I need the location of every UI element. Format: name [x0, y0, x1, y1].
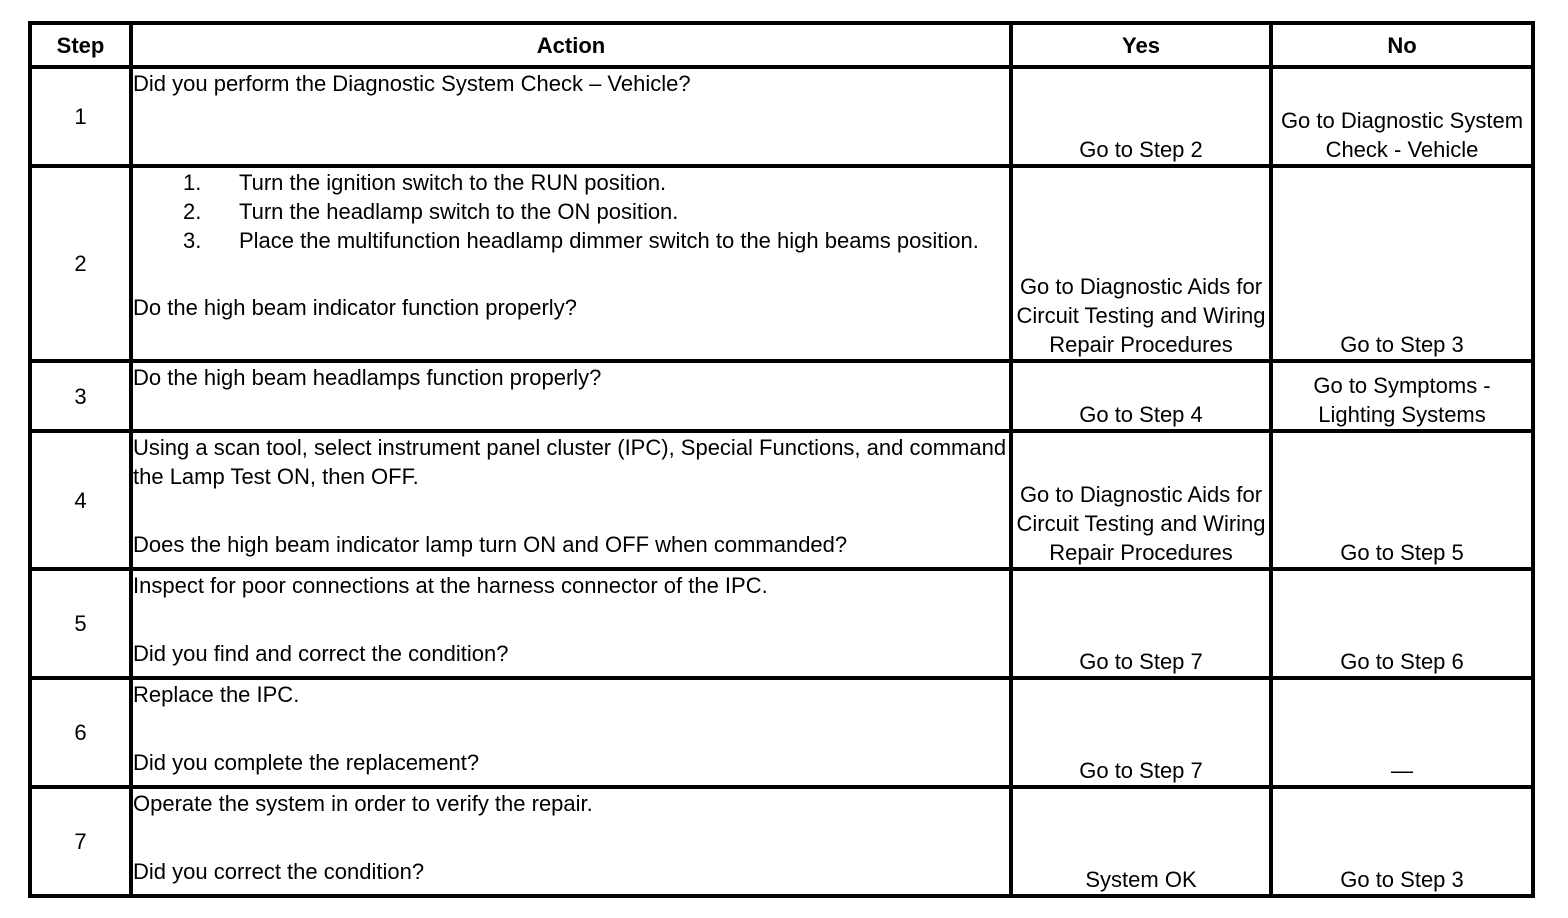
- table-row: [30, 787, 1533, 896]
- action-cell: [131, 361, 1011, 431]
- action-question: Did you find and correct the condition?: [133, 641, 509, 666]
- header-row: [30, 23, 1533, 67]
- step-number: 6: [30, 678, 131, 787]
- action-cell: [131, 431, 1011, 569]
- no-result: Go to Diagnostic System Check - Vehicle: [1271, 67, 1533, 166]
- no-result: —: [1271, 678, 1533, 787]
- yes-result: Go to Step 7: [1011, 678, 1271, 787]
- no-result: Go to Step 6: [1271, 569, 1533, 678]
- no-result: Go to Step 3: [1271, 166, 1533, 361]
- instruction-item: [177, 226, 1009, 255]
- step-number: 3: [30, 361, 131, 431]
- action-text: Did you perform the Diagnostic System Check – Vehicle?: [133, 71, 691, 96]
- action-text: Operate the system in order to verify the repair.: [133, 791, 593, 816]
- yes-result: Go to Diagnostic Aids for Circuit Testing and Wiring Repair Procedures: [1011, 431, 1271, 569]
- action-cell: [131, 678, 1011, 787]
- no-result: Go to Step 3: [1271, 787, 1533, 896]
- step-number: 2: [30, 166, 131, 361]
- instruction-text: Turn the ignition switch to the RUN position.: [239, 170, 667, 195]
- instruction-text: Turn the headlamp switch to the ON position.: [239, 199, 679, 224]
- action-text: Replace the IPC.: [133, 682, 300, 707]
- action-cell: [131, 67, 1011, 166]
- table-row: [30, 166, 1533, 361]
- instruction-number: 3.: [183, 228, 202, 253]
- instruction-item: [177, 197, 1009, 226]
- instruction-number: 2.: [183, 199, 202, 224]
- table-row: [30, 361, 1533, 431]
- action-text: Inspect for poor connections at the harness connector of the IPC.: [133, 573, 768, 598]
- yes-result: Go to Step 7: [1011, 569, 1271, 678]
- step-number: 1: [30, 67, 131, 166]
- action-question: Do the high beam indicator function properly?: [133, 295, 577, 320]
- action-question: Did you correct the condition?: [133, 859, 425, 884]
- action-cell: [131, 787, 1011, 896]
- no-result: Go to Symptoms - Lighting Systems: [1271, 361, 1533, 431]
- header-yes: Yes: [1011, 23, 1271, 67]
- header-action: Action: [131, 23, 1011, 67]
- yes-result: System OK: [1011, 787, 1271, 896]
- diagnostic-table: [28, 21, 1535, 898]
- step-number: 5: [30, 569, 131, 678]
- step-number: 4: [30, 431, 131, 569]
- table-row: [30, 678, 1533, 787]
- table-row: [30, 67, 1533, 166]
- step-number: 7: [30, 787, 131, 896]
- no-result: Go to Step 5: [1271, 431, 1533, 569]
- instruction-text: Place the multifunction headlamp dimmer switch to the high beams position.: [239, 228, 979, 253]
- action-text: Do the high beam headlamps function properly?: [133, 365, 602, 390]
- instruction-list: [133, 168, 1009, 255]
- yes-result: Go to Diagnostic Aids for Circuit Testing and Wiring Repair Procedures: [1011, 166, 1271, 361]
- table-row: [30, 569, 1533, 678]
- action-cell: [131, 166, 1011, 361]
- action-cell: [131, 569, 1011, 678]
- action-question: Did you complete the replacement?: [133, 750, 480, 775]
- action-question: Does the high beam indicator lamp turn ON and OFF when commanded?: [133, 532, 848, 557]
- header-no: No: [1271, 23, 1533, 67]
- yes-result: Go to Step 4: [1011, 361, 1271, 431]
- yes-result: Go to Step 2: [1011, 67, 1271, 166]
- action-text: Using a scan tool, select instrument panel cluster (IPC), Special Functions, and command the Lamp Test ON, then OFF.: [133, 435, 1007, 489]
- instruction-number: 1.: [183, 170, 202, 195]
- table-row: [30, 431, 1533, 569]
- header-step: Step: [30, 23, 131, 67]
- instruction-item: [177, 168, 1009, 197]
